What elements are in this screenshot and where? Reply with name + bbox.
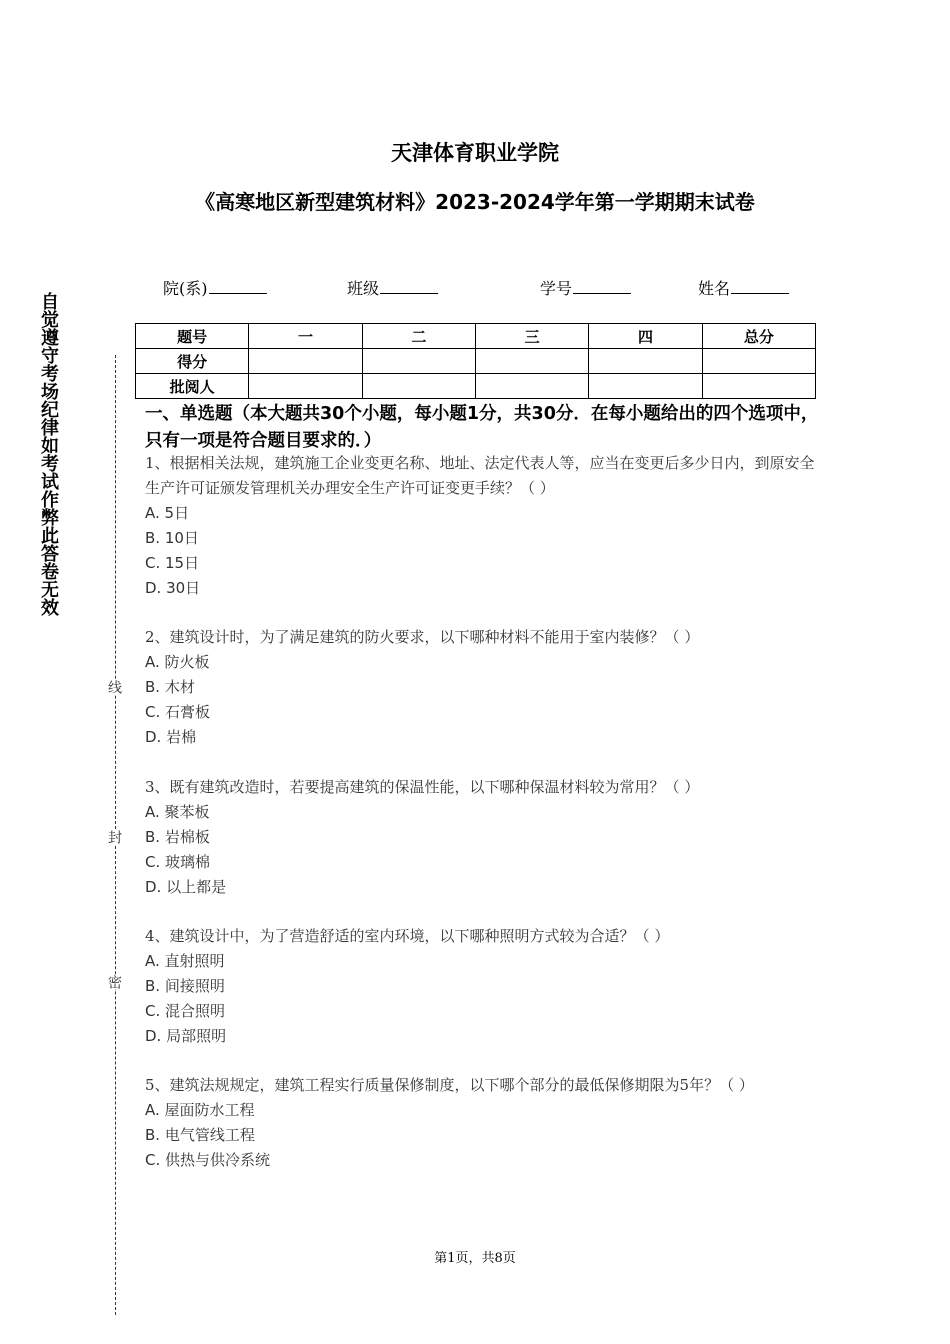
- question-2: [145, 625, 815, 750]
- score-cell[interactable]: [702, 349, 815, 374]
- class-label: 班级: [347, 279, 380, 298]
- option-d[interactable]: D. 岩棉: [145, 728, 197, 746]
- score-cell[interactable]: [249, 349, 362, 374]
- option-c[interactable]: C. 玻璃棉: [145, 853, 211, 871]
- question-3: [145, 775, 815, 900]
- question-5: [145, 1073, 815, 1173]
- student-id-field: [540, 276, 631, 299]
- question-stem: 4、建筑设计中，为了营造舒适的室内环境，以下哪种照明方式较为合适？（ ）: [145, 927, 670, 945]
- option-a[interactable]: A. 直射照明: [145, 952, 225, 970]
- option-a[interactable]: A. 屋面防水工程: [145, 1101, 255, 1119]
- option-d[interactable]: D. 30日: [145, 579, 201, 597]
- option-a[interactable]: A. 聚苯板: [145, 803, 210, 821]
- score-cell[interactable]: [362, 349, 475, 374]
- option-a[interactable]: A. 防火板: [145, 653, 210, 671]
- name-label: 姓名: [698, 279, 731, 298]
- question-4: [145, 924, 815, 1049]
- question-stem: 1、根据相关法规，建筑施工企业变更名称、地址、法定代表人等，应当在变更后多少日内，到原安全生产许可证颁发管理机关办理安全生产许可证变更手续？（ ）: [145, 454, 815, 497]
- secret-label: 密: [106, 975, 122, 989]
- dept-blank[interactable]: [209, 277, 267, 294]
- section-heading: 一、单选题（本大题共30个小题，每小题1分，共30分．在每小题给出的四个选项中，只有一项是符合题目要求的．）: [145, 404, 819, 451]
- grader-row: [136, 374, 816, 399]
- option-d[interactable]: D. 以上都是: [145, 878, 227, 896]
- exam-discipline-notice: 自觉遵守考场纪律如考试作弊此答卷无效: [38, 292, 59, 616]
- question-1: [145, 451, 815, 601]
- school-title: 天津体育职业学院: [391, 141, 559, 165]
- grader-cell[interactable]: [362, 374, 475, 399]
- score-row-label: 得分: [136, 349, 249, 374]
- option-c[interactable]: C. 供热与供冷系统: [145, 1151, 271, 1169]
- grader-cell[interactable]: [589, 374, 702, 399]
- option-a[interactable]: A. 5日: [145, 504, 190, 522]
- option-b[interactable]: B. 间接照明: [145, 977, 225, 995]
- student-id-blank[interactable]: [573, 277, 631, 294]
- class-blank[interactable]: [380, 277, 438, 294]
- score-table-header-row: [136, 324, 816, 349]
- score-cell[interactable]: [589, 349, 702, 374]
- question-stem: 2、建筑设计时，为了满足建筑的防火要求，以下哪种材料不能用于室内装修？（ ）: [145, 628, 700, 646]
- option-c[interactable]: C. 15日: [145, 554, 200, 572]
- seal-label: 封: [106, 830, 122, 844]
- dept-field: [163, 276, 267, 299]
- name-blank[interactable]: [731, 277, 789, 294]
- score-cell[interactable]: [475, 349, 588, 374]
- score-table-header-cell: 二: [362, 324, 475, 349]
- score-table-header-cell: 总分: [702, 324, 815, 349]
- score-table-header-cell: 四: [589, 324, 702, 349]
- grader-cell[interactable]: [249, 374, 362, 399]
- name-field: [698, 276, 789, 299]
- option-c[interactable]: C. 混合照明: [145, 1002, 226, 1020]
- grader-row-label: 批阅人: [136, 374, 249, 399]
- score-table-header-cell: 三: [475, 324, 588, 349]
- score-table-header-cell: 一: [249, 324, 362, 349]
- question-stem: 5、建筑法规规定，建筑工程实行质量保修制度，以下哪个部分的最低保修期限为5年？（ ）: [145, 1076, 754, 1094]
- score-table-header-cell: 题号: [136, 324, 249, 349]
- exam-title: 《高寒地区新型建筑材料》2023-2024学年第一学期期末试卷: [195, 190, 755, 214]
- student-id-label: 学号: [540, 279, 573, 298]
- option-b[interactable]: B. 10日: [145, 529, 199, 547]
- question-stem: 3、既有建筑改造时，若要提高建筑的保温性能，以下哪种保温材料较为常用？（ ）: [145, 778, 700, 796]
- option-b[interactable]: B. 岩棉板: [145, 828, 210, 846]
- grader-cell[interactable]: [702, 374, 815, 399]
- score-row: [136, 349, 816, 374]
- class-field: [347, 276, 438, 299]
- option-d[interactable]: D. 局部照明: [145, 1027, 227, 1045]
- page-number: 第1页，共8页: [434, 1251, 516, 1266]
- line-label: 线: [106, 680, 122, 694]
- dept-label: 院(系): [163, 279, 208, 298]
- option-b[interactable]: B. 电气管线工程: [145, 1126, 255, 1144]
- grader-cell[interactable]: [475, 374, 588, 399]
- option-c[interactable]: C. 石膏板: [145, 703, 211, 721]
- option-b[interactable]: B. 木材: [145, 678, 195, 696]
- score-table: [135, 323, 816, 399]
